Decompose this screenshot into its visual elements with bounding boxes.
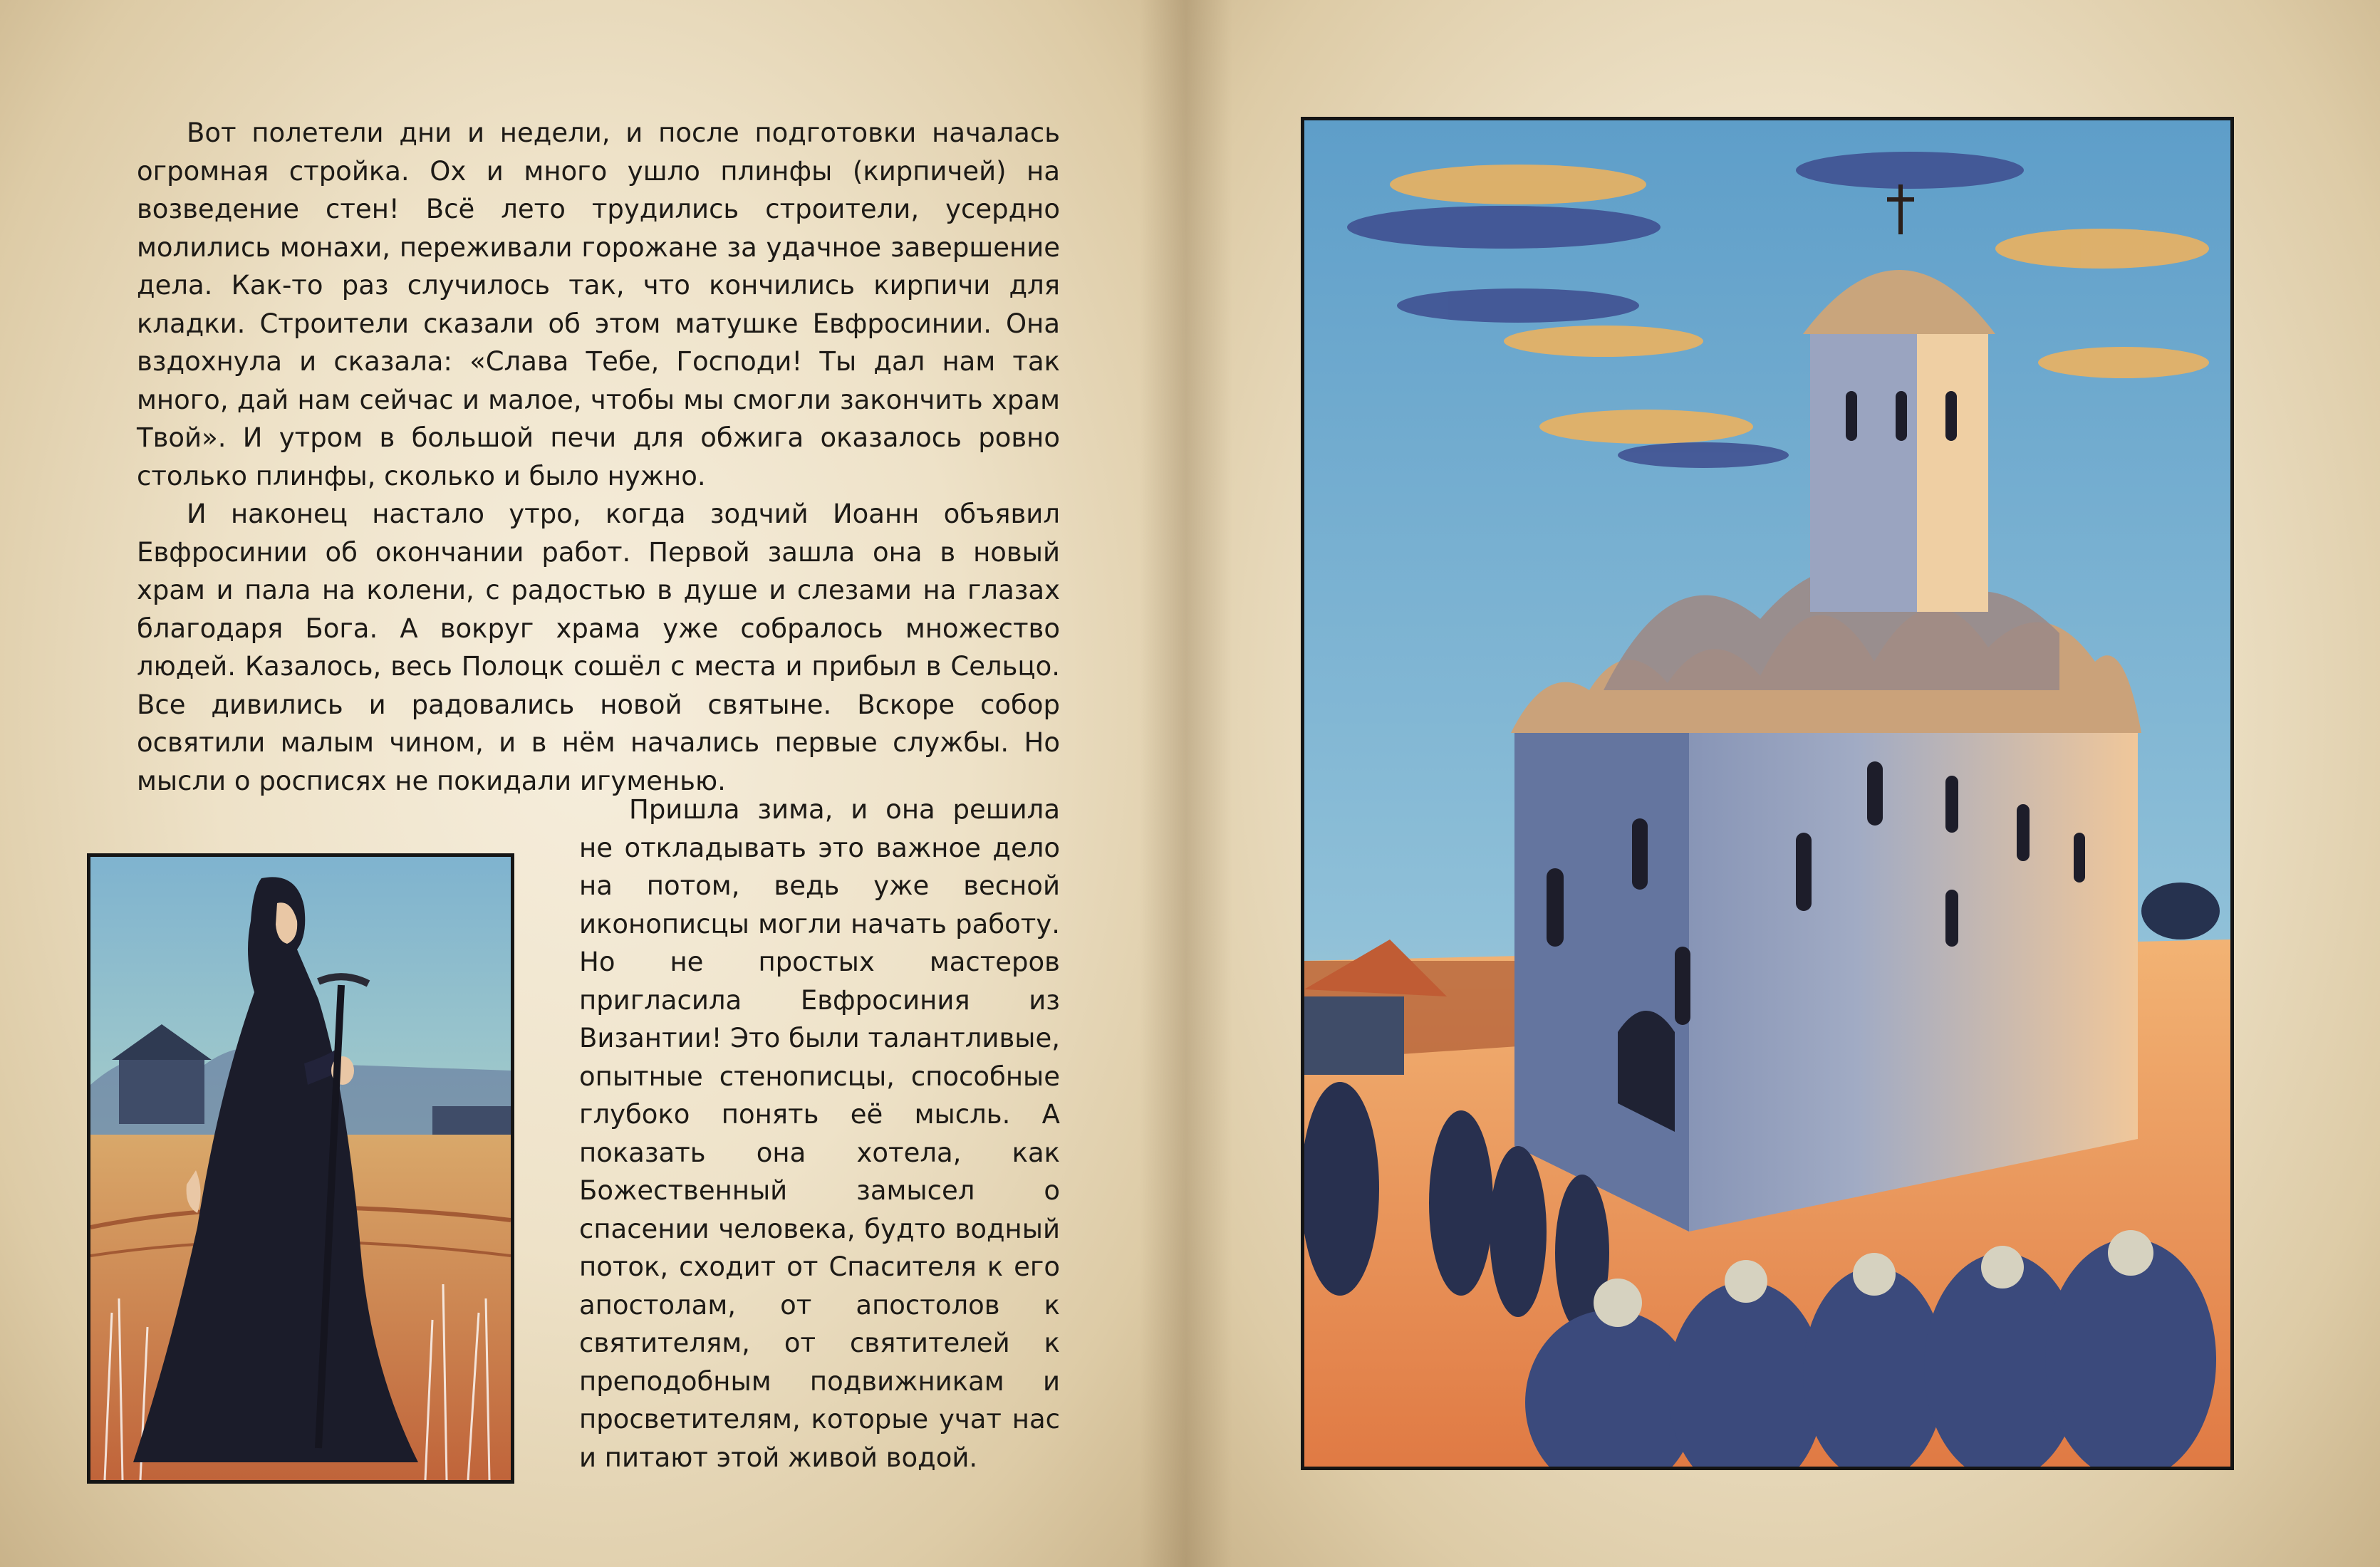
paragraph-3: Пришла зима, и она решила не откладывать это важное дело на потом, ведь уже весной иконописцы могли начать работу. Но не простых мастеров пригласила Евфросиния из Византии! Это были талантливые, опытные стенописцы, способные глубоко понять её мысль. А показать она хотела, как Божественный замысел о спасении человека, будто водный поток, сходит от Спасителя к его апостолам, от апостолов к святителям, от святителей к преподобным подвижникам и просветителям, которые учат нас и питают этой живой водой. (579, 794, 1061, 1473)
paragraph-2: И наконец настало утро, когда зодчий Иоанн объявил Евфросинии об окончании работ. Первой зашла она в новый храм и пала на колени, с радостью в душе и слезами на глазах благодаря Бога. А вокруг храма уже собралось множество людей. Казалось, весь Полоцк сошёл с места и прибыл в Сельцо. Все дивились и радовались новой святыне. Вскоре собор освятили малым чином, и в нём начались первые службы. Но мысли о росписях не покидали игуменью. (137, 499, 1060, 796)
cathedral-illustration (1301, 117, 2234, 1470)
nun-illustration (87, 853, 514, 1484)
nun-picture (90, 857, 511, 1480)
side-text (579, 791, 1060, 1477)
main-text (137, 114, 1060, 800)
cathedral-picture (1304, 120, 2230, 1467)
book-gutter (1140, 0, 1232, 1567)
paragraph-1: Вот полетели дни и недели, и после подготовки началась огромная стройка. Ох и много ушло плинфы (кирпичей) на возведение стен! Всё лето трудились строители, усердно молились монахи, переживали горожане за удачное завершение дела. Как-то раз случилось так, что кончились кирпичи для кладки. Строители сказали об этом матушке Евфросинии. Она вздохнула и сказала: «Слава Тебе, Господи! Ты дал нам так много, дай нам сейчас и малое, чтобы мы смогли закончить храм Твой». И утром в большой печи для обжига оказалось ровно столько плинфы, сколько и было нужно. (137, 118, 1060, 491)
